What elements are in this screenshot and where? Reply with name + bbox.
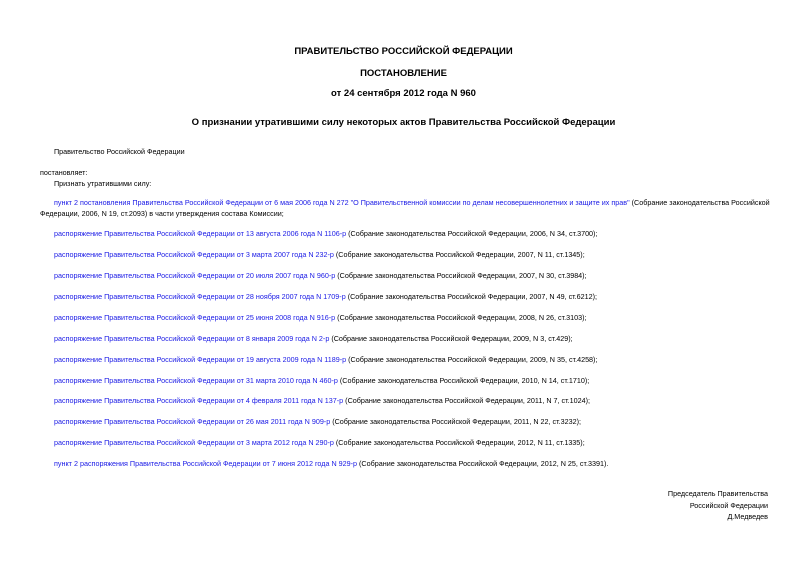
citation-text: (Собрание законодательства Российской Федерации, 2008, N 26, ст.3103); — [335, 313, 587, 322]
decides-text: постановляет: — [40, 168, 88, 177]
document-link[interactable]: распоряжение Правительства Российской Федерации от 13 августа 2006 года N 1106-р — [54, 229, 347, 238]
list-item — [40, 416, 768, 427]
list-item — [40, 333, 768, 344]
intro-text: Правительство Российской Федерации — [54, 147, 185, 156]
citation-text: (Собрание законодательства Российской Федерации, 2007, N 30, ст.3984); — [335, 271, 587, 280]
document-date-number: от 24 сентября 2012 года N 960 — [331, 88, 476, 99]
document-link[interactable]: пункт 2 постановления Правительства Российской Федерации от 6 мая 2006 года N 272 "О Правительственной комиссии по делам несовершеннолетних и защите их прав" — [54, 198, 630, 207]
list-item — [40, 270, 768, 281]
list-item — [40, 228, 768, 239]
citation-text: (Собрание законодательства Российской Федерации, 2012, N 11, ст.1335); — [333, 438, 585, 447]
list-item — [40, 312, 768, 323]
document-link[interactable]: распоряжение Правительства Российской Федерации от 19 августа 2009 года N 1189-р — [54, 355, 347, 364]
citation-text-continued: Федерации, 2006, N 19, ст.2093) в части утверждения состава Комиссии; — [40, 209, 284, 218]
document-link[interactable]: распоряжение Правительства Российской Федерации от 8 января 2009 года N 2-р — [54, 334, 330, 343]
document-link[interactable]: распоряжение Правительства Российской Федерации от 3 марта 2012 года N 290-р — [54, 438, 334, 447]
document-link[interactable]: распоряжение Правительства Российской Федерации от 20 июля 2007 года N 960-р — [54, 271, 336, 280]
list-item — [40, 291, 768, 302]
list-item — [40, 249, 768, 260]
signatory-position-country: Российской Федерации — [689, 500, 768, 510]
citation-text: (Собрание законодательства Российской Федерации, 2009, N 3, ст.429); — [329, 334, 573, 343]
signatory-position: Председатель Правительства — [667, 489, 768, 498]
list-item — [40, 437, 768, 448]
list-item — [40, 354, 768, 365]
citation-text: (Собрание законодательства Российской Федерации, 2007, N 11, ст.1345); — [333, 250, 585, 259]
document-link[interactable]: распоряжение Правительства Российской Федерации от 31 марта 2010 года N 460-р — [54, 376, 338, 385]
citation-text: (Собрание законодательства Российской — [629, 198, 770, 207]
document-link[interactable]: распоряжение Правительства Российской Федерации от 3 марта 2007 года N 232-р — [54, 250, 334, 259]
document-link[interactable]: распоряжение Правительства Российской Федерации от 25 июня 2008 года N 916-р — [54, 313, 336, 322]
citation-text: (Собрание законодательства Российской Федерации, 2006, N 34, ст.3700); — [346, 229, 598, 238]
signatory-name: Д.Медведев — [727, 512, 768, 521]
issuing-authority: ПРАВИТЕЛЬСТВО РОССИЙСКОЙ ФЕДЕРАЦИИ — [294, 46, 513, 57]
list-item — [40, 197, 768, 219]
citation-text: (Собрание законодательства Российской Федерации, 2010, N 14, ст.1710); — [337, 376, 590, 385]
document-link[interactable]: распоряжение Правительства Российской Федерации от 4 февраля 2011 года N 137-р — [54, 396, 344, 405]
citation-text: (Собрание законодательства Российской Федерации, 2007, N 49, ст.6212); — [345, 292, 598, 301]
recognize-text: Признать утратившими силу: — [54, 179, 152, 188]
document-link[interactable]: распоряжение Правительства Российской Федерации от 28 ноября 2007 года N 1709-р — [54, 292, 346, 301]
document-link[interactable]: пункт 2 распоряжения Правительства Российской Федерации от 7 июня 2012 года N 929-р — [54, 459, 358, 468]
signature-block — [668, 488, 768, 523]
citation-text: (Собрание законодательства Российской Федерации, 2011, N 22, ст.3232); — [330, 417, 581, 426]
list-item — [40, 395, 768, 406]
list-item — [40, 458, 768, 469]
citation-text: (Собрание законодательства Российской Федерации, 2009, N 35, ст.4258); — [346, 355, 598, 364]
document-title: О признании утратившими силу некоторых актов Правительства Российской Федерации — [191, 117, 616, 128]
citation-text: (Собрание законодательства Российской Федерации, 2011, N 7, ст.1024); — [343, 396, 590, 405]
document-link[interactable]: распоряжение Правительства Российской Федерации от 26 мая 2011 года N 909-р — [54, 417, 331, 426]
citation-text: (Собрание законодательства Российской Федерации, 2012, N 25, ст.3391). — [357, 459, 609, 468]
document-type: ПОСТАНОВЛЕНИЕ — [360, 68, 447, 79]
list-item — [40, 375, 768, 386]
